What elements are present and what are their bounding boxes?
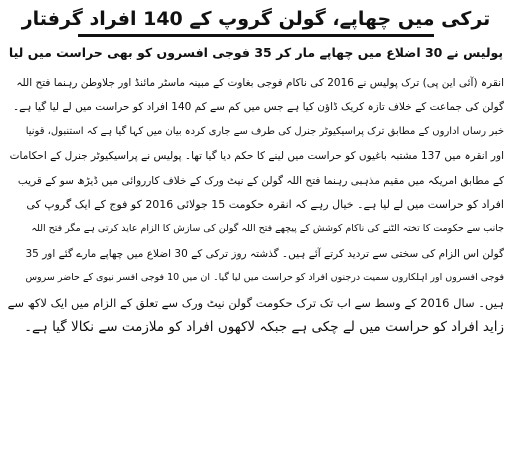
body-line: انقرہ (آئی این پی) ترک پولیس نے 2016 کی ناکام فوجی بغاوت کے مبینہ ماسٹر مائنڈ اور جلاوطن رہنما فتح اللہ [16, 77, 504, 89]
subheadline: پولیس نے 30 اضلاع میں چھاپے مار کر 35 فوجی افسروں کو بھی حراست میں لیا [8, 45, 504, 60]
body-line: ہیں۔ سال 2016 کے وسط سے اب تک ترک حکومت گولن نیٹ ورک سے تعلق کے الزام میں ایک لاکھ سے [8, 295, 504, 310]
headline: ترکی میں چھاپے، گولن گروپ کے 140 افراد گرفتار [21, 8, 491, 30]
body-line: زاید افراد کو حراست میں لے چکی ہے جبکہ لاکھوں افراد کو ملازمت سے نکالا گیا ہے۔ [24, 319, 504, 336]
body-line: جانب سے حکومت کا تختہ الٹنے کی ناکام کوشش کے پیچھے فتح اللہ گولن کی سازش کا الزام عاید کرتی ہے مگر فتح اللہ [31, 223, 504, 235]
body-line: گولن کی جماعت کے خلاف تازہ کریک ڈاؤن کیا ہے جس میں کم سے کم 140 افراد کو حراست میں لے لیا گیا ہے۔ [13, 101, 504, 114]
headline-divider [78, 34, 434, 37]
body-line: اور انقرہ میں 137 مشتبہ باغیوں کو حراست میں لینے کا حکم دیا گیا تھا۔ پولیس نے پراسیکیوٹر جنرل کے احکامات [9, 150, 504, 163]
body-line: افراد کو حراست میں لے لیا ہے۔ خیال رہے کہ انقرہ حکومت 15 جولائی 2016 کو فوج کے ایک گروپ کی [26, 198, 504, 212]
body-line: گولن اس الزام کی سختی سے تردید کرتے آئے ہیں۔ گذشتہ روز ترکی کے 30 اضلاع میں چھاپے مارے گئے اور 35 [25, 247, 504, 260]
body-line: خبر رساں اداروں کے مطابق ترک پراسیکیوٹر جنرل کی طرف سے جاری کردہ بیان میں کہا گیا ہے کہ استنبول، قونیا [25, 125, 504, 137]
body-line: کے مطابق امریکہ میں مقیم مذہبی رہنما فتح اللہ گولن کے نیٹ ورک کے خلاف کارروائی میں ڈیڑھ سو کے قریب [17, 174, 504, 187]
article-body [8, 71, 504, 339]
body-line: فوجی افسروں اور اہلکاروں سمیت درجنوں افراد کو حراست میں لیا گیا۔ ان میں 10 فوجی افسر نیوی کے حاضر سروس [25, 272, 504, 284]
